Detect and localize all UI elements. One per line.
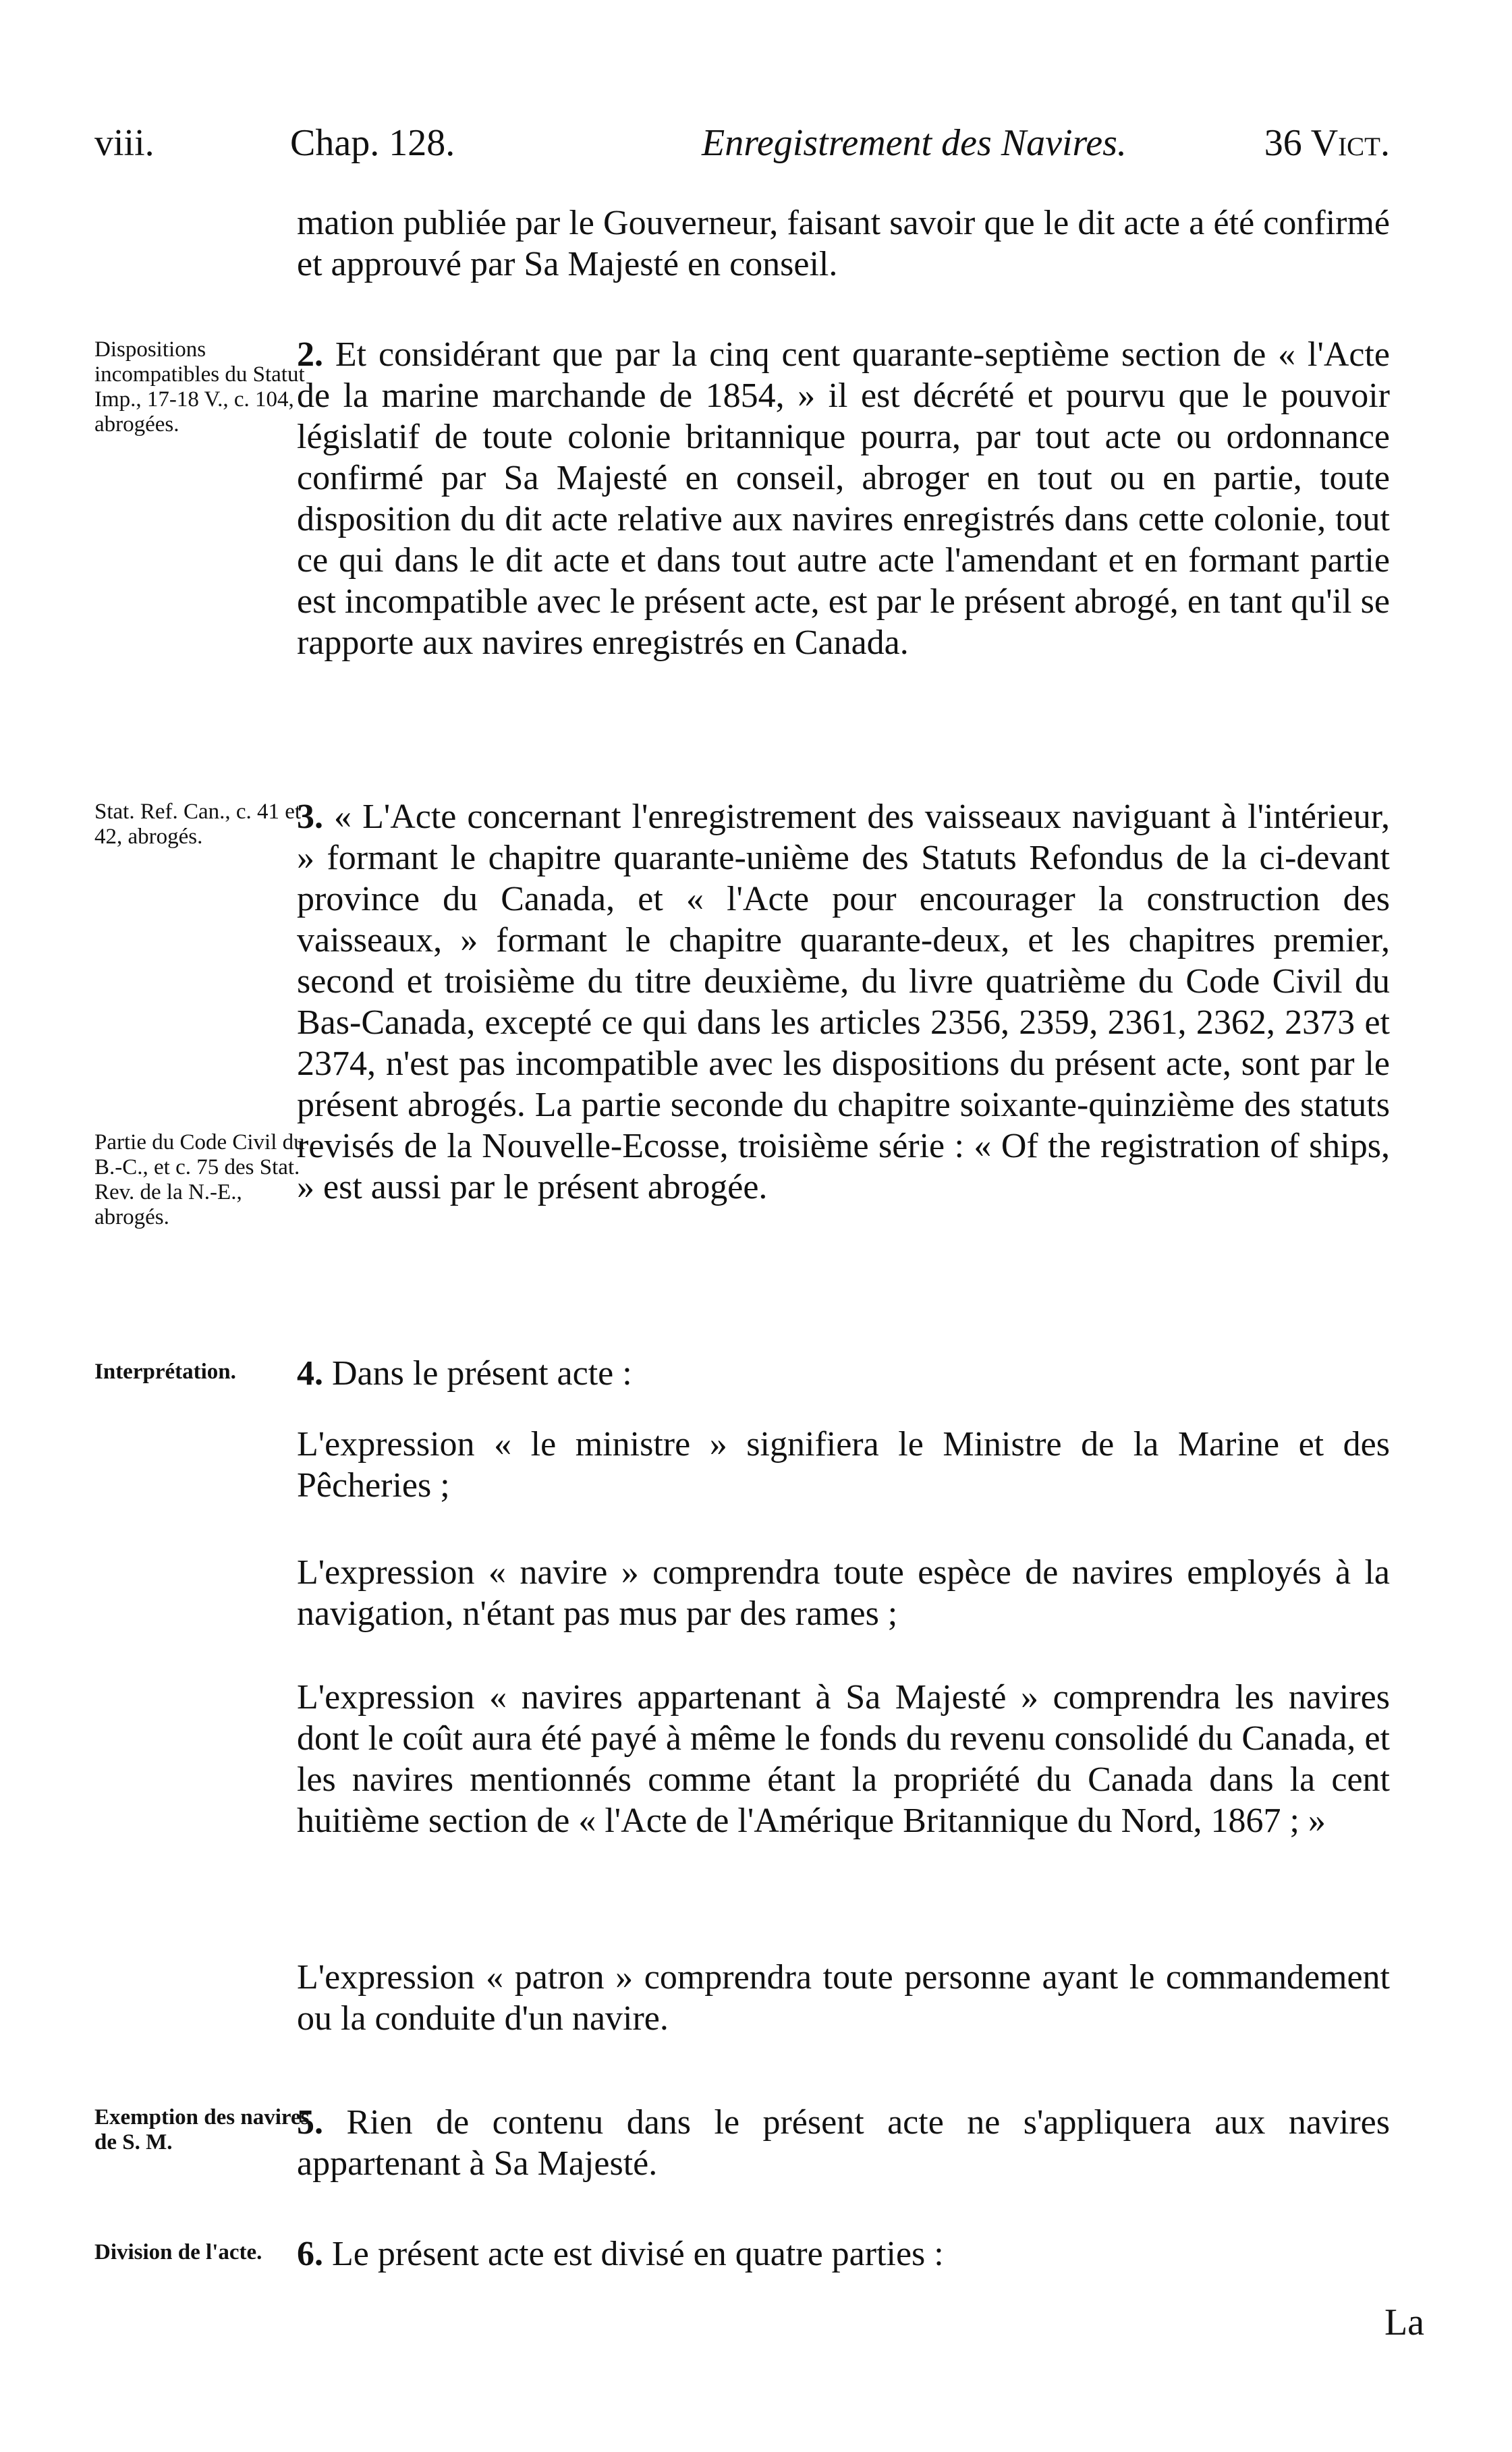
regnal-year: 36 Vict.: [1264, 122, 1390, 164]
margin-note-code-civil: Partie du Code Civil du B.-C., et c. 75 des Stat. Rev. de la N.-E., abrogés.: [94, 1130, 305, 1229]
section-number: 5.: [297, 2103, 323, 2142]
paragraph-section-4: 4. Dans le présent acte :: [297, 1354, 632, 1393]
margin-note-section-6: Division de l'acte.: [94, 2240, 262, 2264]
section-number: 2.: [297, 335, 323, 374]
section-number: 3.: [297, 798, 323, 836]
paragraph-section-6: 6. Le présent acte est divisé en quatre parties :: [297, 2235, 944, 2273]
paragraph-continuation: mation publiée par le Gouverneur, faisant savoir que le dit acte a été confirmé et approuvé par Sa Majesté en conseil.: [297, 204, 1390, 283]
paragraph-section-5: 5. Rien de contenu dans le présent acte ne s'appliquera aux navires appartenant à Sa Majesté.: [297, 2103, 1390, 2183]
margin-note-section-3: Stat. Ref. Can., c. 41 et 42, abrogés.: [94, 800, 302, 849]
running-title: Enregistrement des Navires.: [702, 122, 1127, 164]
definition-navires-sa-majeste: L'expression « navires appartenant à Sa Majesté » comprendra les navires dont le coût aura été payé à même le fonds du revenu consolidé du Canada, et les navires mentionnés comme étant la propriété du Canada dans la cent huitième section de « l'Acte de l'Amérique Britannique du Nord, 1867 ; »: [297, 1678, 1390, 1840]
definition-patron: L'expression « patron » comprendra toute personne ayant le commandement ou la conduite d'un navire.: [297, 1958, 1390, 2038]
margin-note-section-5: Exemption des navires de S. M.: [94, 2105, 310, 2154]
definition-navire: L'expression « navire » comprendra toute espèce de navires employés à la navigation, n'étant pas mus par des rames ;: [297, 1553, 1390, 1633]
page-number: viii.: [94, 122, 155, 164]
catchword: La: [1384, 2302, 1424, 2343]
running-header: [94, 121, 1390, 169]
margin-note-section-2: Dispositions incompatibles du Statut Imp., 17-18 V., c. 104, abrogées.: [94, 337, 305, 437]
definition-ministre: L'expression « le ministre » signifiera le Ministre de la Marine et des Pêcheries ;: [297, 1425, 1390, 1505]
chapter-label: Chap. 128.: [290, 122, 455, 164]
section-number: 4.: [297, 1354, 323, 1393]
section-number: 6.: [297, 2235, 323, 2273]
margin-note-section-4: Interprétation.: [94, 1360, 236, 1384]
paragraph-section-2: 2. Et considérant que par la cinq cent quarante-septième section de « l'Acte de la marine marchande de 1854, » il est décrété et pourvu que le pouvoir législatif de toute colonie britannique pourra, par tout acte ou ordonnance confirmé par Sa Majesté en conseil, abroger en tout ou en partie, toute disposition du dit acte relative aux navires enregistrés dans cette colonie, tout ce qui dans le dit acte et dans tout autre acte l'amendant et en formant partie est incompatible avec le présent acte, est par le présent abrogé, en tant qu'il se rapporte aux navires enregistrés en Canada.: [297, 335, 1390, 662]
paragraph-section-3: 3. « L'Acte concernant l'enregistrement des vaisseaux naviguant à l'intérieur, » formant le chapitre quarante-unième des Statuts Refondus de la ci-devant province du Canada, et « l'Acte pour encourager la construction des vaisseaux, » formant le chapitre quarante-deux, et les chapitres premier, second et troisième du titre deuxième, du livre quatrième du Code Civil du Bas-Canada, excepté ce qui dans les articles 2356, 2359, 2361, 2362, 2373 et 2374, n'est pas incompatible avec les dispositions du présent acte, sont par le présent abrogés. La partie seconde du chapitre soixante-quinzième des statuts revisés de la Nouvelle-Ecosse, troisième série : « Of the registration of ships, » est aussi par le présent abrogée.: [297, 798, 1390, 1206]
